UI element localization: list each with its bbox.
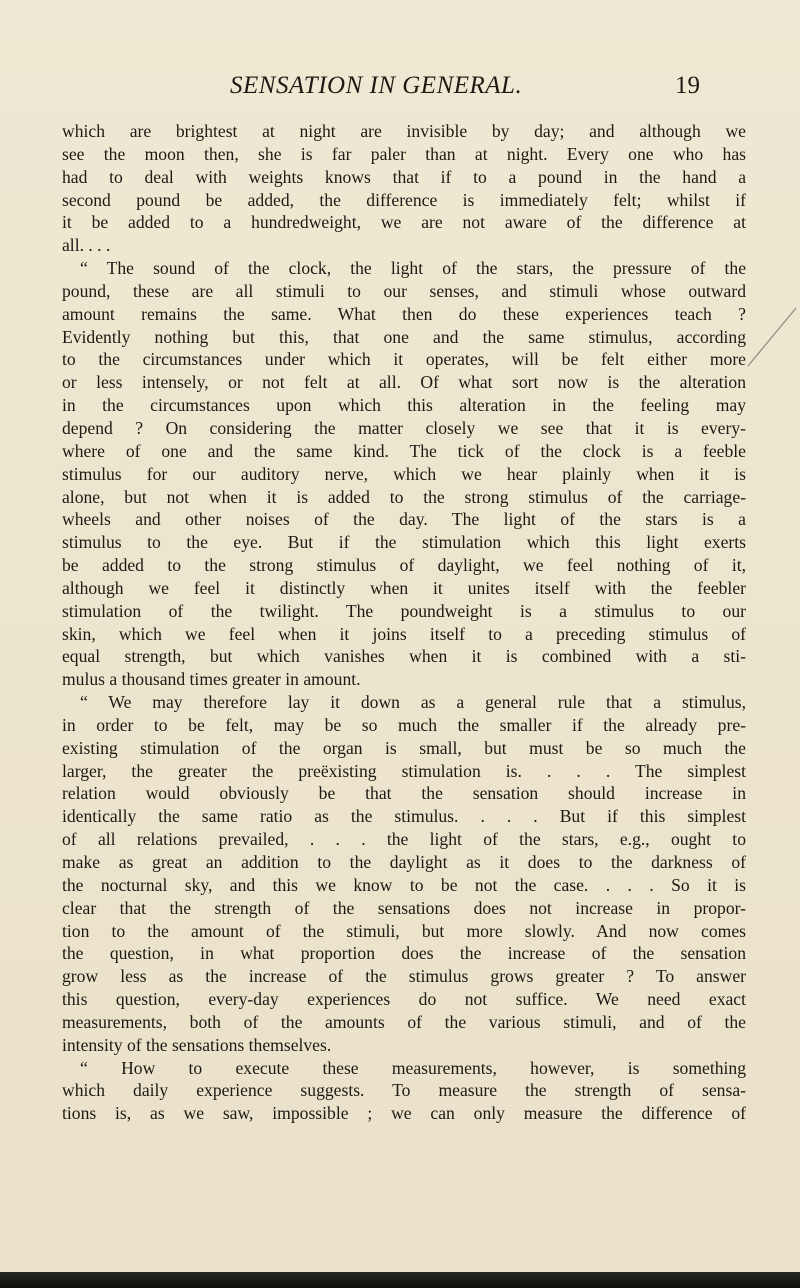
text-line: “ How to execute these measurements, however, is something bbox=[80, 1057, 746, 1078]
text-line: in order to be felt, may be so much the smaller if the already pre- bbox=[62, 714, 746, 735]
text-line: identically the same ratio as the stimulus. . . . But if this simplest bbox=[62, 806, 746, 827]
text-line: alone, but not when it is added to the strong stimulus of the carriage- bbox=[62, 486, 746, 507]
scan-edge-shadow bbox=[0, 1272, 800, 1288]
text-line: measurements, both of the amounts of the various stimuli, and of the bbox=[62, 1011, 746, 1032]
text-line: had to deal with weights knows that if to a pound in the hand a bbox=[62, 166, 746, 187]
pencil-mark-icon bbox=[744, 300, 800, 370]
text-line: where of one and the same kind. The tick of the clock is a feeble bbox=[62, 440, 746, 461]
text-line: the nocturnal sky, and this we know to be not the case. . . . So it is bbox=[62, 874, 746, 895]
text-line: intensity of the sensations themselves. bbox=[62, 1034, 332, 1055]
text-line: to the circumstances under which it operates, will be felt either more bbox=[62, 349, 746, 370]
text-line: equal strength, but which vanishes when it is combined with a sti- bbox=[62, 646, 746, 667]
text-line: grow less as the increase of the stimulus grows greater ? To answer bbox=[62, 966, 746, 987]
text-line: this question, every-day experiences do not suffice. We need exact bbox=[62, 989, 746, 1010]
text-line: larger, the greater the preëxisting stimulation is. . . . The simplest bbox=[62, 760, 746, 781]
text-line: which daily experience suggests. To measure the strength of sensa- bbox=[62, 1080, 746, 1101]
text-line: skin, which we feel when it joins itself to a preceding stimulus of bbox=[62, 623, 746, 644]
text-line: be added to the strong stimulus of daylight, we feel nothing of it, bbox=[62, 555, 746, 576]
text-line: existing stimulation of the organ is small, but must be so much the bbox=[62, 737, 746, 758]
text-line: wheels and other noises of the day. The light of the stars is a bbox=[62, 509, 746, 530]
text-line: tions is, as we saw, impossible ; we can only measure the difference of bbox=[62, 1103, 746, 1124]
text-line: pound, these are all stimuli to our senses, and stimuli whose outward bbox=[62, 280, 746, 301]
text-line: stimulus to the eye. But if the stimulation which this light exerts bbox=[62, 532, 746, 553]
text-line: in the circumstances upon which this alteration in the feeling may bbox=[62, 395, 746, 416]
text-line: the question, in what proportion does the increase of the sensation bbox=[62, 943, 746, 964]
text-line: stimulus for our auditory nerve, which we hear plainly when it is bbox=[62, 463, 746, 484]
text-line: relation would obviously be that the sensation should increase in bbox=[62, 783, 746, 804]
text-line: clear that the strength of the sensations does not increase in propor- bbox=[62, 897, 746, 918]
text-line: which are brightest at night are invisible by day; and although we bbox=[62, 121, 746, 141]
text-line: “ The sound of the clock, the light of the stars, the pressure of the bbox=[80, 258, 746, 279]
text-line: of all relations prevailed, . . . the light of the stars, e.g., ought to bbox=[62, 829, 746, 850]
text-line: make as great an addition to the daylight as it does to the darkness of bbox=[62, 852, 746, 872]
text-line: although we feel it distinctly when it unites itself with the feebler bbox=[62, 577, 746, 598]
page-number: 19 bbox=[675, 72, 700, 99]
text-line: mulus a thousand times greater in amount. bbox=[62, 669, 361, 690]
running-title: SENSATION IN GENERAL. bbox=[230, 72, 523, 99]
text-line: depend ? On considering the matter closely we see that it is every- bbox=[62, 417, 746, 438]
text-line: see the moon then, she is far paler than at night. Every one who has bbox=[62, 143, 746, 164]
text-line: Evidently nothing but this, that one and the same stimulus, according bbox=[62, 326, 746, 347]
running-head bbox=[230, 72, 700, 106]
text-line: tion to the amount of the stimuli, but more slowly. And now comes bbox=[62, 920, 746, 941]
body-text bbox=[62, 120, 746, 1125]
text-line: second pound be added, the difference is immediately felt; whilst if bbox=[62, 189, 746, 210]
text-line: or less intensely, or not felt at all. Of what sort now is the alteration bbox=[62, 372, 746, 393]
text-line: stimulation of the twilight. The poundweight is a stimulus to our bbox=[62, 600, 746, 621]
text-line: it be added to a hundredweight, we are not aware of the difference at bbox=[62, 212, 746, 233]
text-line: “ We may therefore lay it down as a general rule that a stimulus, bbox=[80, 692, 746, 713]
text-line: amount remains the same. What then do these experiences teach ? bbox=[62, 303, 746, 324]
text-line: all. . . . bbox=[62, 235, 111, 256]
